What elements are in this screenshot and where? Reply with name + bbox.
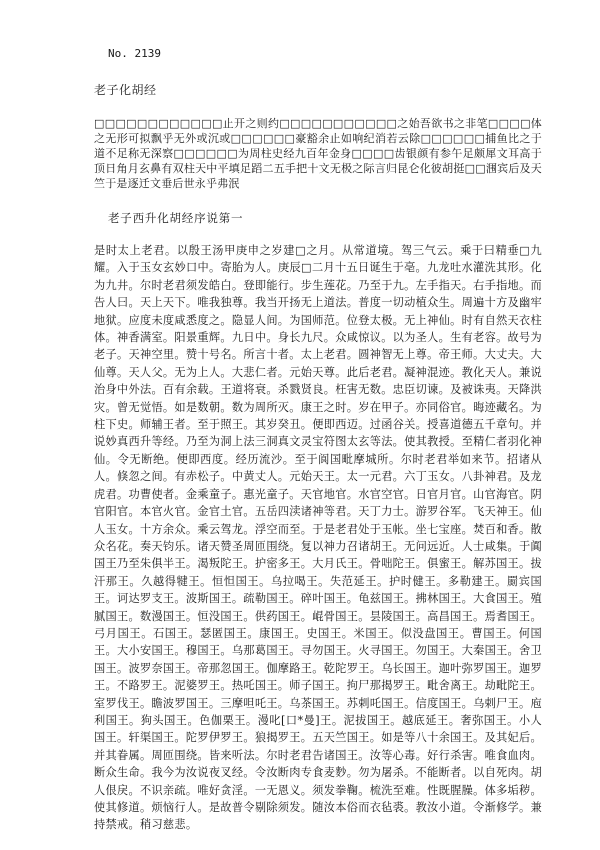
body-paragraph: 是时太上老君。以殷王汤甲庚申之岁建□之月。从常道境。驾三气云。乘于曰精垂□九耀。入于玉女玄妙口中。寄胎为人。庚辰□二月十五日诞生于亳。九龙吐水灌洗其形。化为九井。尔时老君须发皓白。登即能行。步生莲花。乃至于九。左手指天。右手指地。而告人曰。天上天下。唯我独尊。我当开扬无上道法。普度一切动植众生。周遍十方及幽牢地狱。应度未度咸悉度之。隐显人间。为国师范。位登太极。无上神仙。时有自然天衣柱体。神香满室。阳景重辉。九日中。身长九尺。众咸惊议。以为圣人。生有老容。故号为老子。天神空里。赞十号名。所言十者。太上老君。圆神智无上尊。帝王师。大丈夫。大仙尊。天人父。无为上人。大悲仁者。元始天尊。此后老君。凝神混迹。教化天人。兼说治身中外法。百有余载。王道将衰。杀戮贤良。枉害无数。忠臣切谏。及被诛夷。天降洪灾。曾无觉悟。如是数朝。数为周所灭。康王之时。岁在甲子。亦同俗官。晦迹藏名。为柱下史。师辅王者。至于照王。其岁癸丑。便即西迈。过函谷关。授喜道德五千章句。并说妙真西升等经。乃至为洞上法三洞真文灵宝符图太玄等法。使其教授。至精仁者羽化神仙。令无断绝。便即西度。经历流沙。至于阆国毗摩城所。尔时老君举如来节。招诸从人。倏忽之间。有赤松子。中黄丈人。元始天王。太一元君。六丁玉女。八卦神君。及龙虎君。功曹使者。金乘童子。惠光童子。天官地官。水官空官。日官月官。山官海官。阴官阳官。本官火官。金官土官。五岳四渎诸神等君。天丁力士。游罗谷军。飞天神王。仙人玉女。十方余众。乘云驾龙。浮空而至。于是老君处于玉帐。坐七宝座。焚百和香。散众名花。奏天钧乐。诸天赞圣周匝围绕。复以神力召诸胡王。无问远近。人士咸集。于阗国王乃至朱俱半王。渴叛陀王。护密多王。大月氏王。骨咄陀王。俱蜜王。解苏国王。拔汗那王。久越得犍王。恒怛国王。乌拉喝王。失范延王。护时健王。多勒建王。罽宾国王。诃达罗支王。波斯国王。疏勒国王。碎叶国王。龟兹国王。拂林国王。大食国王。殖腻国王。数漫国王。恒没国王。供药国王。崐骨国王。昙陵国王。高昌国王。焉耆国王。弓月国王。石国王。瑟匿国王。康国王。史国王。米国王。似没盘国王。曹国王。何国王。大小安国王。穆国王。乌那葛国王。寻勿国王。火寻国王。勿国王。大秦国王。舍卫国王。波罗奈国王。帝那忽国王。伽摩路王。乾陀罗王。乌长国王。迦叶弥罗国王。迦罗王。不路罗王。泥婆罗王。热吒国王。师子国王。拘尸那揭罗王。毗舍离王。劫毗陀王。室罗伐王。瞻波罗国王。三摩呾吒王。乌茶国王。苏剌吒国王。信度国王。乌剌尸王。庖利国王。狗头国王。色伽栗王。漫叱[口*曼]王。泥拔国王。越底延王。奢弥国王。小人国王。轩渠国王。陀罗伊罗王。狼揭罗王。五天竺国王。如是等八十余国王。及其妃后。并其眷属。周匝围绕。皆来听法。尔时老君告诸国王。汝等心毒。好行杀害。唯食血肉。断众生命。我今为汝说夜叉经。令汝断肉专食麦麨。勿为屠杀。不能断者。以自死肉。胡人佷戾。不识亲疏。唯好贪淫。一无恩义。须发拳鞠。梳洗至难。性既腥臊。体多垢秽。使其修道。烦恼行人。是故普令剔除须发。随汝本俗而衣毡裘。教汝小道。令渐修学。兼持禁戒。稍习慈悲。 — [94, 244, 543, 832]
document-title: 老子化胡经 — [94, 83, 157, 97]
intro-paragraph: □□□□□□□□□□□□止开之则约□□□□□□□□□□□之始吾欲书之非笔□□□□体之无形可拟飘乎无外或沉或□□□□□□豪豁余止如响纪消若云除□□□□□□捕鱼比之于道不足称无深察□□□□□□为周柱史经九百年金身□□□□齿银颜有参午足颇犀文耳高于顶日角月玄鼻有双柱天中平填足蹈二五手把十文无极之际言归昆仑化彼胡挺□□涠宾后及天竺于是逐迁文垂后世永乎弗泯 — [94, 117, 542, 190]
chapter-subtitle: 老子西升化胡经序说第一 — [108, 211, 244, 225]
document-number: No. 2139 — [108, 47, 161, 60]
